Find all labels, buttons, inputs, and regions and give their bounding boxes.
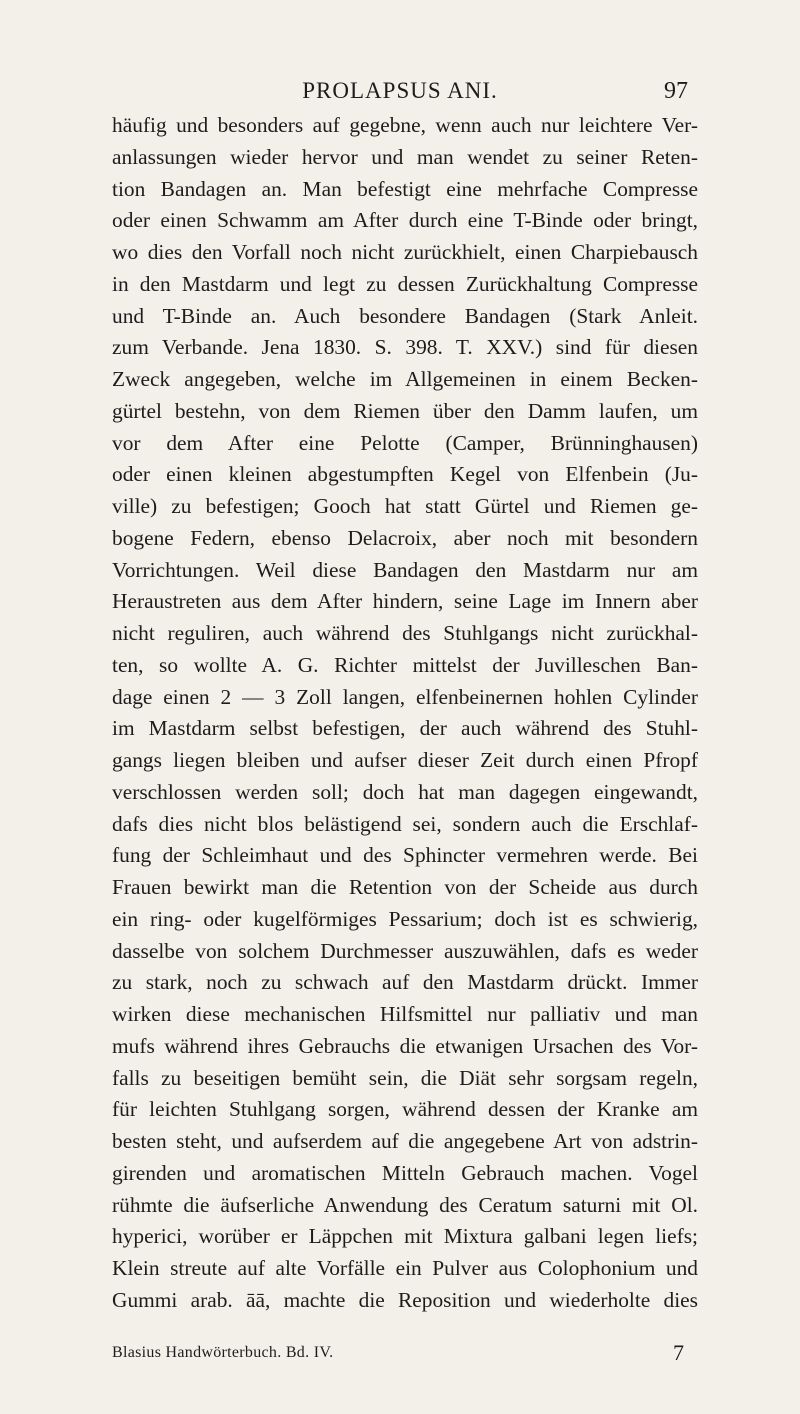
text-line: falls zu beseitigen bemüht sein, die Diät sehr sorgsam regeln, bbox=[112, 1065, 698, 1090]
text-line: tion Bandagen an. Man befestigt eine mehrfache Compresse bbox=[112, 176, 698, 201]
text-line: ville) zu befestigen; Gooch hat statt Gürtel und Riemen ge- bbox=[112, 494, 698, 518]
text-line: Klein streute auf alte Vorfälle ein Pulver aus Colophonium und bbox=[112, 1256, 698, 1280]
text-line: dafs dies nicht blos belästigend sei, sondern auch die Erschlaf- bbox=[112, 811, 698, 836]
body-text bbox=[112, 110, 698, 1317]
text-line: Heraustreten aus dem After hindern, seine Lage im Innern aber bbox=[112, 589, 698, 614]
text-line: ein ring- oder kugelförmiges Pessarium; doch ist es schwierig, bbox=[112, 906, 698, 931]
text-line: hyperici, worüber er Läppchen mit Mixtura galbani legen liefs; bbox=[112, 1224, 698, 1249]
text-line: verschlossen werden soll; doch hat man dagegen eingewandt, bbox=[112, 779, 698, 804]
text-line: gangs liegen bleiben und aufser dieser Zeit durch einen Pfropf bbox=[112, 748, 698, 772]
text-line: oder einen kleinen abgestumpften Kegel von Elfenbein (Ju- bbox=[112, 462, 698, 487]
text-line: zum Verbande. Jena 1830. S. 398. T. XXV.) sind für diesen bbox=[112, 335, 698, 360]
text-line: im Mastdarm selbst befestigen, der auch während des Stuhl- bbox=[112, 716, 698, 741]
text-line: wo dies den Vorfall noch nicht zurückhielt, einen Charpiebausch bbox=[112, 240, 698, 264]
text-line: Frauen bewirkt man die Retention von der Scheide aus durch bbox=[112, 875, 698, 899]
text-line: zu stark, noch zu schwach auf den Mastdarm drückt. Immer bbox=[112, 970, 698, 995]
text-line: rühmte die äufserliche Anwendung des Ceratum saturni mit Ol. bbox=[112, 1192, 698, 1217]
footer-citation: Blasius Handwörterbuch. Bd. IV. bbox=[112, 1344, 334, 1361]
text-line: fung der Schleimhaut und des Sphincter vermehren werde. Bei bbox=[112, 843, 698, 868]
text-line: wirken diese mechanischen Hilfsmittel nur palliativ und man bbox=[112, 1002, 698, 1026]
text-line: Gummi arab. āā, machte die Reposition und wiederholte dies bbox=[112, 1287, 698, 1312]
page-number: 97 bbox=[664, 78, 688, 104]
text-line: oder einen Schwamm am After durch eine T-Binde oder bringt, bbox=[112, 208, 698, 233]
text-line: Vorrichtungen. Weil diese Bandagen den Mastdarm nur am bbox=[112, 557, 698, 582]
text-line: für leichten Stuhlgang sorgen, während dessen der Kranke am bbox=[112, 1097, 698, 1122]
text-line: dasselbe von solchem Durchmesser auszuwählen, dafs es weder bbox=[112, 938, 698, 963]
text-line: nicht reguliren, auch während des Stuhlgangs nicht zurückhal- bbox=[112, 621, 698, 645]
text-line: girenden und aromatischen Mitteln Gebrauch machen. Vogel bbox=[112, 1160, 698, 1185]
text-line: und T-Binde an. Auch besondere Bandagen (Stark Anleit. bbox=[112, 303, 698, 328]
text-line: gürtel bestehn, von dem Riemen über den Damm laufen, um bbox=[112, 398, 698, 423]
text-line: häufig und besonders auf gegebne, wenn auch nur leichtere Ver- bbox=[112, 113, 698, 137]
text-line: besten steht, und aufserdem auf die angegebene Art von adstrin- bbox=[112, 1129, 698, 1153]
text-line: mufs während ihres Gebrauchs die etwanigen Ursachen des Vor- bbox=[112, 1033, 698, 1058]
running-title: PROLAPSUS ANI. bbox=[302, 78, 498, 103]
text-line: in den Mastdarm und legt zu dessen Zurückhaltung Compresse bbox=[112, 271, 698, 296]
text-line: Zweck angegeben, welche im Allgemeinen in einem Becken- bbox=[112, 367, 698, 391]
text-line: anlassungen wieder hervor und man wendet zu seiner Reten- bbox=[112, 144, 698, 169]
page-header bbox=[0, 72, 800, 112]
text-line: vor dem After eine Pelotte (Camper, Brünninghausen) bbox=[112, 430, 698, 455]
text-line: bogene Federn, ebenso Delacroix, aber noch mit besondern bbox=[112, 525, 698, 550]
page-footer bbox=[112, 1340, 698, 1374]
text-line: dage einen 2 — 3 Zoll langen, elfenbeinernen hohlen Cylinder bbox=[112, 684, 698, 709]
signature-mark: 7 bbox=[673, 1340, 684, 1365]
text-line: ten, so wollte A. G. Richter mittelst der Juvilleschen Ban- bbox=[112, 652, 698, 677]
